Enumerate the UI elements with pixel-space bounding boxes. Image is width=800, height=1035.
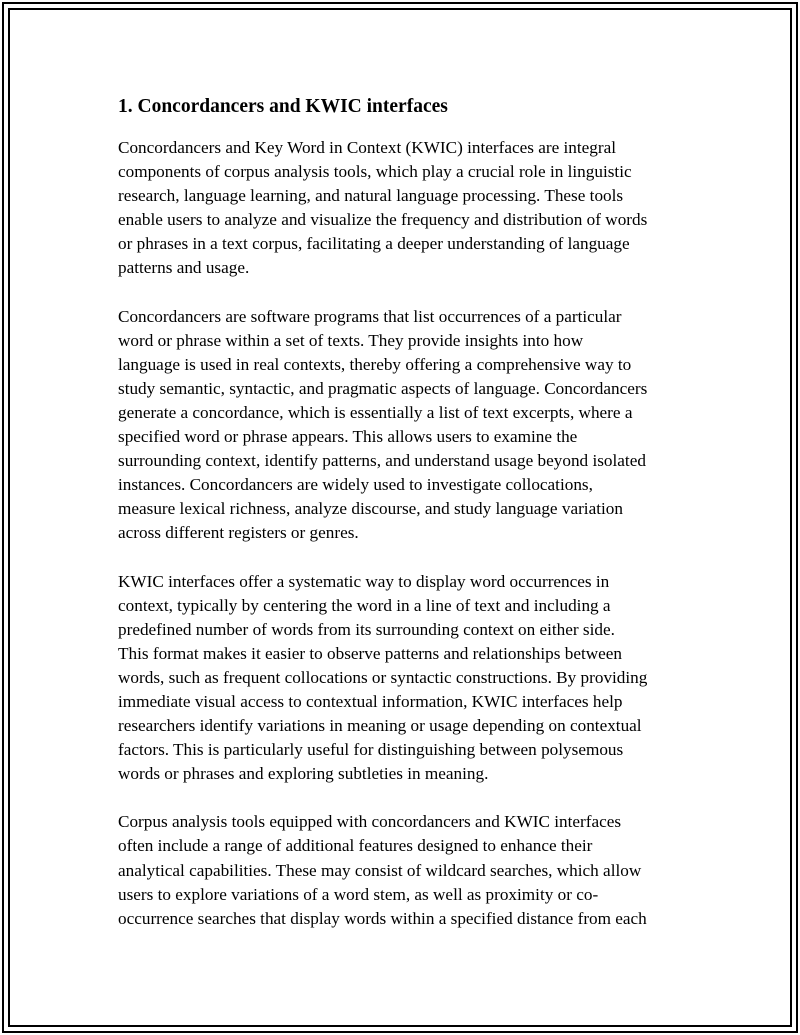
paragraph-line: surrounding context, identify patterns, and understand usage beyond isolated	[118, 451, 646, 471]
paragraph-line: Corpus analysis tools equipped with concordancers and KWIC interfaces	[118, 812, 622, 832]
paragraph-line: Concordancers are software programs that list occurrences of a particular	[118, 306, 622, 326]
paragraph-line: words or phrases and exploring subtleties in meaning.	[118, 764, 489, 784]
paragraph-line: specified word or phrase appears. This allows users to examine the	[118, 427, 578, 447]
body-paragraph	[118, 810, 688, 930]
paragraph-line: research, language learning, and natural language processing. These tools	[118, 186, 624, 206]
paragraph-line: patterns and usage.	[118, 258, 250, 278]
paragraph-line: analytical capabilities. These may consist of wildcard searches, which allow	[118, 860, 642, 880]
paragraph-line: often include a range of additional features designed to enhance their	[118, 836, 593, 856]
document-body	[118, 94, 688, 955]
paragraph-line: enable users to analyze and visualize the frequency and distribution of words	[118, 210, 648, 230]
paragraph-line: language is used in real contexts, thereby offering a comprehensive way to	[118, 354, 632, 374]
paragraph-line: users to explore variations of a word stem, as well as proximity or co-	[118, 884, 599, 904]
paragraph-line: Concordancers and Key Word in Context (KWIC) interfaces are integral	[118, 138, 616, 157]
paragraph-line: generate a concordance, which is essentially a list of text excerpts, where a	[118, 402, 633, 422]
body-paragraph	[118, 136, 688, 281]
body-paragraph	[118, 305, 688, 546]
paragraph-line: instances. Concordancers are widely used to investigate collocations,	[118, 475, 593, 495]
section-heading: 1. Concordancers and KWIC interfaces	[118, 96, 448, 117]
body-paragraph	[118, 570, 688, 787]
paragraph-line: KWIC interfaces offer a systematic way to display word occurrences in	[118, 571, 610, 591]
paragraph-line: predefined number of words from its surrounding context on either side.	[118, 619, 615, 639]
paragraph-line: occurrence searches that display words within a specified distance from each	[118, 908, 647, 928]
paragraph-line: researchers identify variations in meaning or usage depending on contextual	[118, 716, 642, 736]
paragraph-line: context, typically by centering the word in a line of text and including a	[118, 595, 611, 615]
paragraph-line: components of corpus analysis tools, which play a crucial role in linguistic	[118, 162, 632, 182]
paragraph-line: This format makes it easier to observe patterns and relationships between	[118, 643, 623, 663]
paragraph-line: across different registers or genres.	[118, 523, 359, 543]
paragraph-line: immediate visual access to contextual information, KWIC interfaces help	[118, 691, 623, 711]
paragraph-line: study semantic, syntactic, and pragmatic aspects of language. Concordancers	[118, 378, 648, 398]
paragraph-line: factors. This is particularly useful for distinguishing between polysemous	[118, 740, 624, 760]
paragraph-line: word or phrase within a set of texts. They provide insights into how	[118, 330, 584, 350]
paragraph-line: or phrases in a text corpus, facilitating a deeper understanding of language	[118, 234, 630, 254]
paragraph-container	[118, 136, 688, 931]
paragraph-line: words, such as frequent collocations or syntactic constructions. By providing	[118, 667, 648, 687]
paragraph-line: measure lexical richness, analyze discourse, and study language variation	[118, 499, 623, 519]
